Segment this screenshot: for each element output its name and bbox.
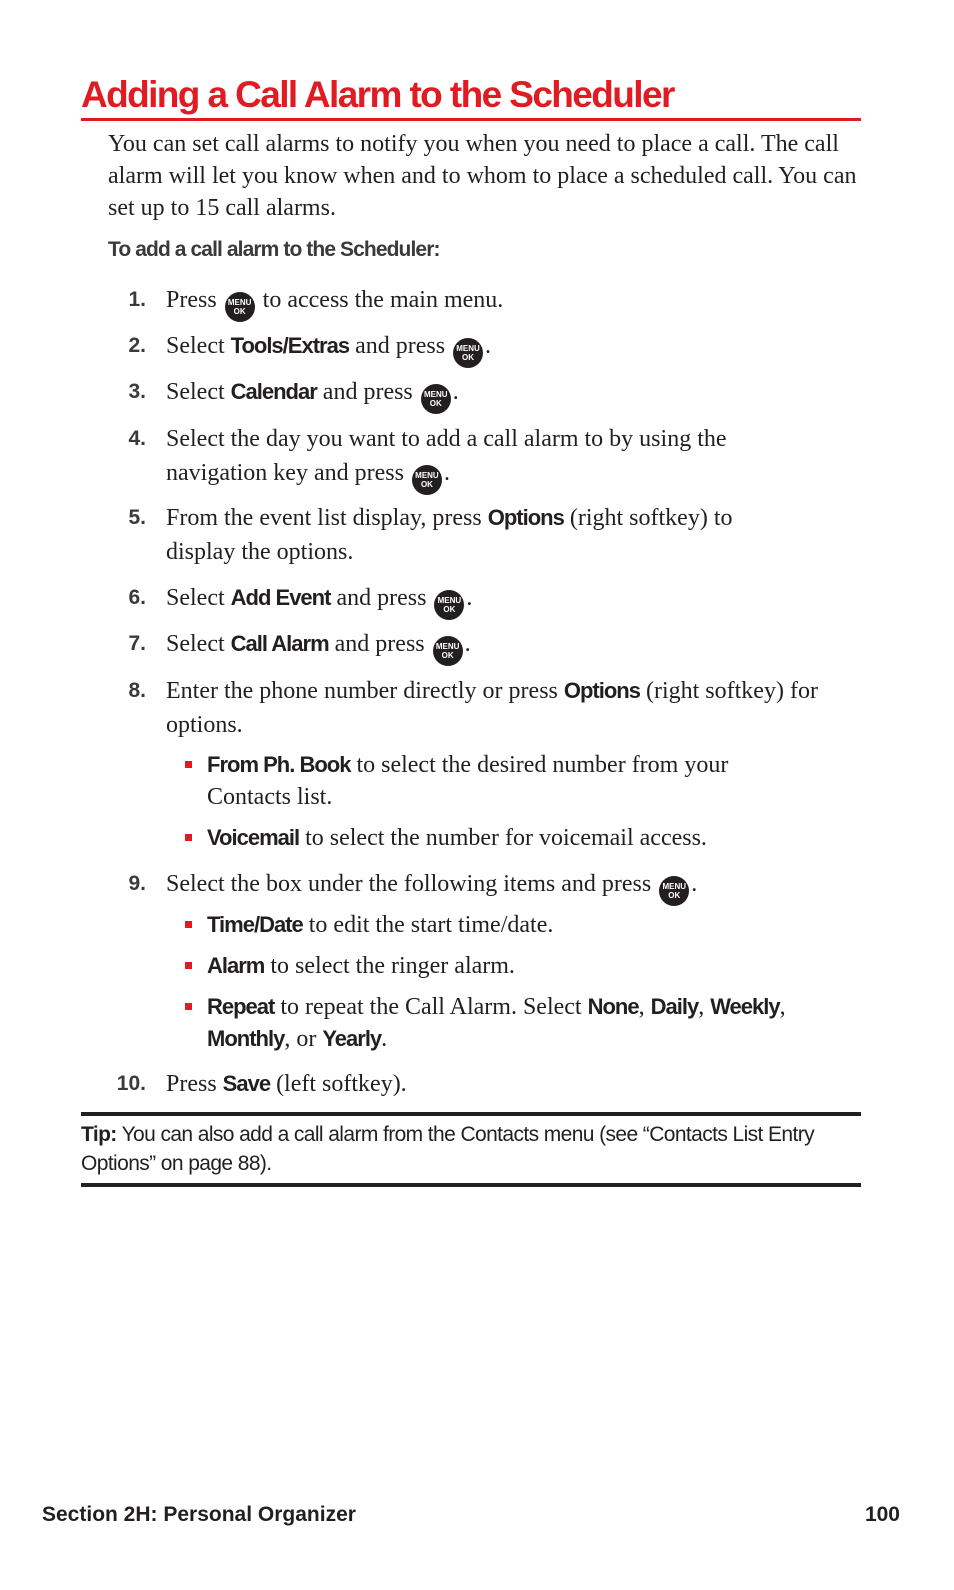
bullet-icon [185, 1003, 192, 1010]
bullet-icon [185, 834, 192, 841]
step-number: 2. [128, 334, 146, 357]
step-number: 7. [128, 632, 146, 655]
procedure-heading: To add a call alarm to the Scheduler: [108, 238, 440, 261]
bullet-icon [185, 962, 192, 969]
step-number: 6. [128, 586, 146, 609]
step-number: 4. [128, 427, 146, 450]
bullet-icon [185, 921, 192, 928]
step-text: Enter the phone number directly or press Options (right softkey) for options. [166, 678, 818, 738]
step-text: Select Tools/Extras and press MENU OK . [166, 329, 866, 368]
page-number: 100 [864, 1503, 900, 1526]
step-text: Press MENU OK to access the main menu. [166, 283, 866, 322]
step-text: Select Calendar and press MENU OK . [166, 375, 866, 414]
step-number: 3. [128, 380, 146, 403]
tip-text: You can also add a call alarm from the Contacts menu (see “Contacts List Entry Options” on page 88). [81, 1123, 815, 1175]
page-title: Adding a Call Alarm to the Scheduler [81, 74, 674, 115]
tip-top-rule [81, 1112, 861, 1116]
step-text: From the event list display, press Options (right softkey) to display the options. [166, 505, 733, 565]
step-number: 10. [116, 1072, 146, 1095]
step-text: Select Add Event and press MENU OK . [166, 581, 866, 620]
menu-ok-key-icon: MENU OK [453, 338, 483, 368]
step-text: Select Call Alarm and press MENU OK . [166, 627, 866, 666]
tip-label: Tip: [81, 1123, 117, 1146]
menu-ok-key-icon: MENU OK [659, 876, 689, 906]
step-text: Press Save (left softkey). [166, 1071, 407, 1097]
title-underline [81, 118, 861, 121]
menu-ok-key-icon: MENU OK [421, 384, 451, 414]
step-number: 8. [128, 679, 146, 702]
footer-section: Section 2H: Personal Organizer [42, 1503, 356, 1526]
menu-ok-key-icon: MENU OK [412, 465, 442, 495]
tip-bottom-rule [81, 1183, 861, 1187]
menu-ok-key-icon: MENU OK [433, 636, 463, 666]
step-number: 1. [128, 288, 146, 311]
tip-note [81, 1120, 861, 1178]
bullet-icon [185, 761, 192, 768]
step-number: 5. [128, 506, 146, 529]
menu-ok-key-icon: MENU OK [434, 590, 464, 620]
step-number: 9. [128, 872, 146, 895]
intro-paragraph: You can set call alarms to notify you when you need to place a call. The call alarm will let you know when and to whom to place a scheduled call. You can set up to 15 call alarms. [108, 131, 857, 221]
menu-ok-key-icon: MENU OK [225, 292, 255, 322]
step-text: Select the day you want to add a call alarm to by using the navigation key and press MENU OK . [166, 422, 806, 495]
step-text: Select the box under the following items and press MENU OK . [166, 867, 866, 906]
